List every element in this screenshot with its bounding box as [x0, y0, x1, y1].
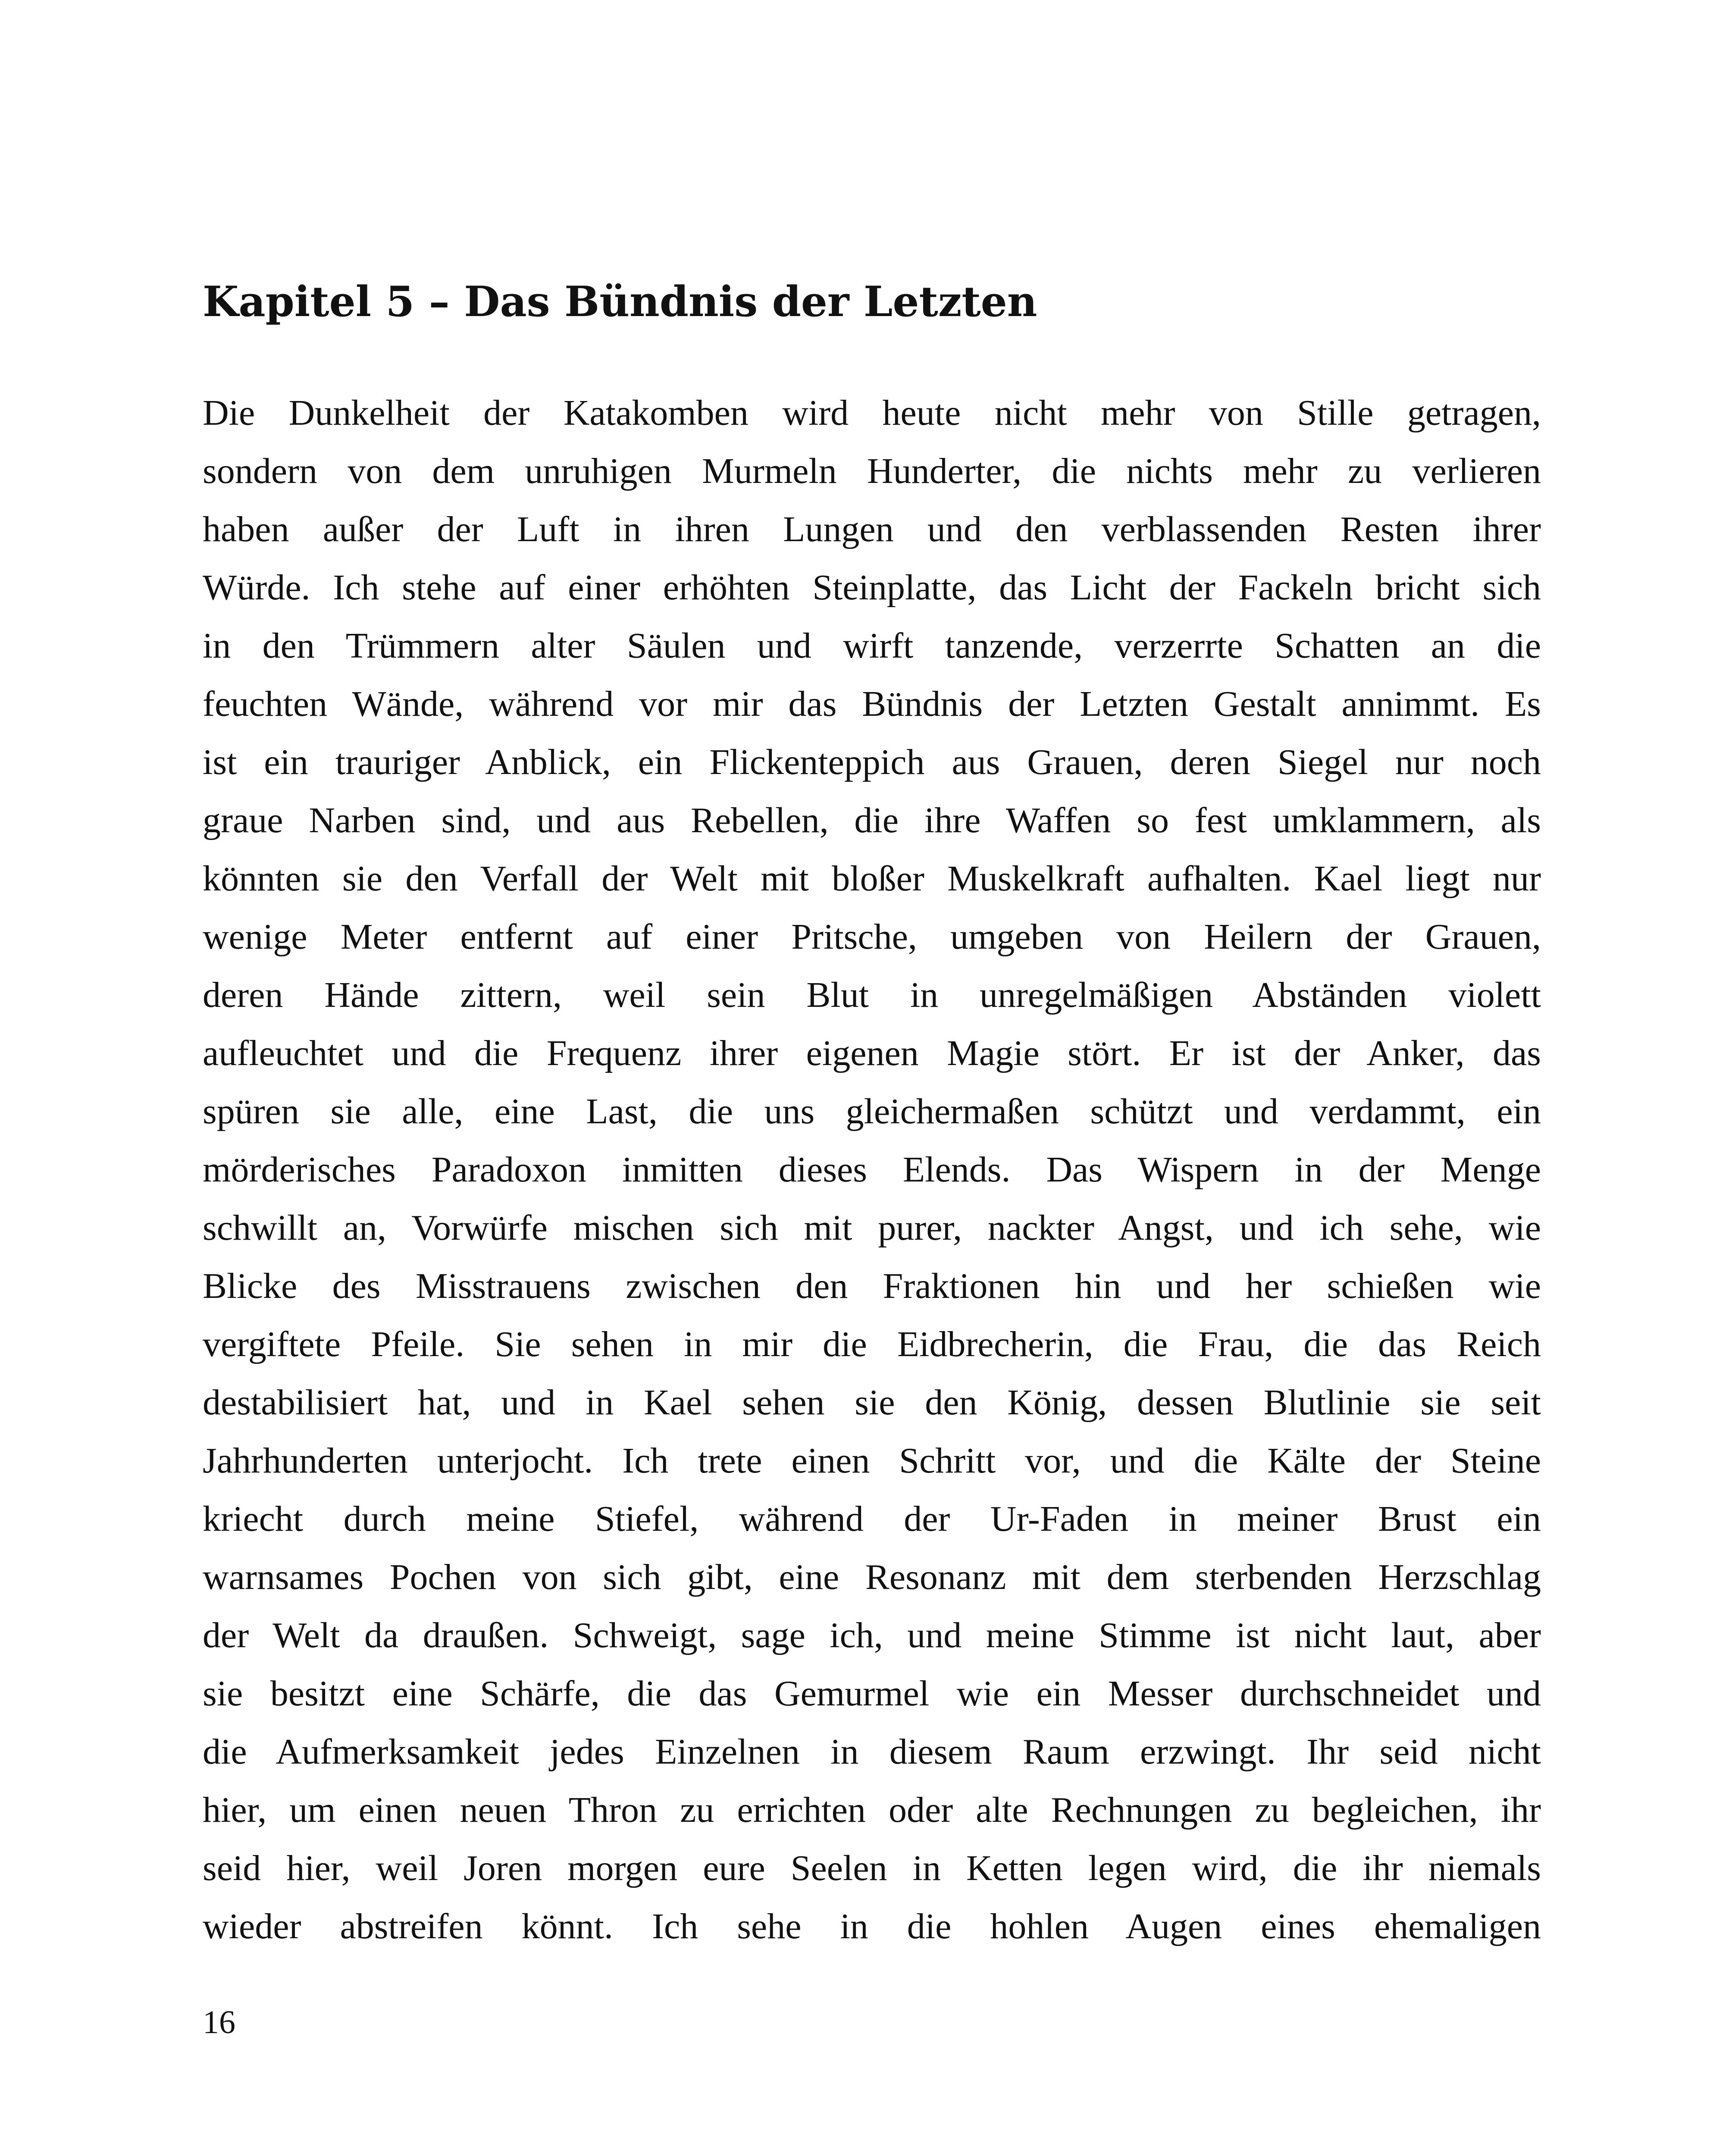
text-line: Blicke des Misstrauens zwischen den Fraktionen hin und her schießen wie	[203, 1266, 1541, 1306]
text-line: Die Dunkelheit der Katakomben wird heute nicht mehr von Stille getragen,	[203, 393, 1541, 433]
text-line: destabilisiert hat, und in Kael sehen sie den König, dessen Blutlinie sie seit	[203, 1382, 1541, 1423]
text-line: deren Hände zittern, weil sein Blut in unregelmäßigen Abständen violett	[203, 975, 1541, 1015]
text-line: mörderisches Paradoxon inmitten dieses Elends. Das Wispern in der Menge	[203, 1150, 1541, 1190]
text-line: warnsames Pochen von sich gibt, eine Resonanz mit dem sterbenden Herzschlag	[203, 1557, 1541, 1597]
text-line: spüren sie alle, eine Last, die uns gleichermaßen schützt und verdammt, ein	[203, 1091, 1541, 1131]
text-line: schwillt an, Vorwürfe mischen sich mit purer, nackter Angst, und ich sehe, wie	[203, 1208, 1541, 1248]
text-line: kriecht durch meine Stiefel, während der Ur-Faden in meiner Brust ein	[203, 1499, 1541, 1539]
text-line: Würde. Ich stehe auf einer erhöhten Steinplatte, das Licht der Fackeln bricht sich	[203, 567, 1541, 608]
text-line: vergiftete Pfeile. Sie sehen in mir die Eidbrecherin, die Frau, die das Reich	[203, 1324, 1541, 1364]
text-line: könnten sie den Verfall der Welt mit bloßer Muskelkraft aufhalten. Kael liegt nur	[203, 859, 1541, 899]
text-line: ist ein trauriger Anblick, ein Flickenteppich aus Grauen, deren Siegel nur noch	[203, 742, 1541, 782]
text-line: wenige Meter entfernt auf einer Pritsche, umgeben von Heilern der Grauen,	[203, 917, 1541, 957]
page-number: 16	[203, 2004, 235, 2040]
text-line: hier, um einen neuen Thron zu errichten oder alte Rechnungen zu begleichen, ihr	[203, 1790, 1541, 1830]
text-line: seid hier, weil Joren morgen eure Seelen in Ketten legen wird, die ihr niemals	[203, 1848, 1541, 1888]
text-line: Jahrhunderten unterjocht. Ich trete einen Schritt vor, und die Kälte der Steine	[203, 1441, 1541, 1481]
text-line: in den Trümmern alter Säulen und wirft tanzende, verzerrte Schatten an die	[203, 626, 1541, 666]
text-line: graue Narben sind, und aus Rebellen, die ihre Waffen so fest umklammern, als	[203, 800, 1541, 840]
text-line: haben außer der Luft in ihren Lungen und den verblassenden Resten ihrer	[203, 509, 1541, 549]
chapter-body-text	[203, 384, 1541, 1955]
text-line: sie besitzt eine Schärfe, die das Gemurmel wie ein Messer durchschneidet und	[203, 1673, 1541, 1714]
text-line: feuchten Wände, während vor mir das Bündnis der Letzten Gestalt annimmt. Es	[203, 684, 1541, 724]
chapter-title: Kapitel 5 – Das Bündnis der Letzten	[203, 277, 1037, 326]
text-line: die Aufmerksamkeit jedes Einzelnen in diesem Raum erzwingt. Ihr seid nicht	[203, 1732, 1541, 1772]
text-line: der Welt da draußen. Schweigt, sage ich, und meine Stimme ist nicht laut, aber	[203, 1615, 1541, 1655]
text-line: aufleuchtet und die Frequenz ihrer eigenen Magie stört. Er ist der Anker, das	[203, 1033, 1541, 1073]
text-line: wieder abstreifen könnt. Ich sehe in die hohlen Augen eines ehemaligen	[203, 1906, 1541, 1946]
text-line: sondern von dem unruhigen Murmeln Hunderter, die nichts mehr zu verlieren	[203, 451, 1541, 491]
